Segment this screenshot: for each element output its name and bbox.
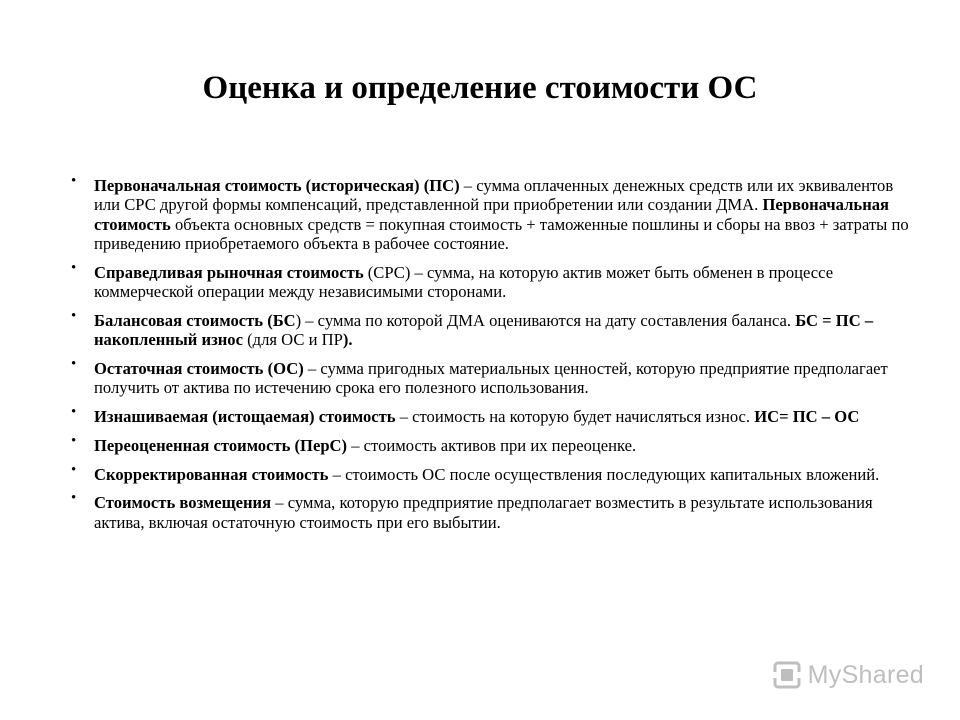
item-text: объекта основных средств = покупная стоимость + таможенные пошлины и сборы на ввоз + затраты по приведению приобретаемого объекта в рабочее состояние. (94, 214, 909, 253)
item-text: – сумма пригодных материальных ценностей, которую предприятие предполагает получить от актива по истечению срока его полезного использования. (94, 358, 888, 398)
bold-term: Скорректированная стоимость (94, 464, 329, 484)
bold-term: Справедливая рыночная стоимость (94, 262, 364, 282)
myshared-logo-icon (772, 660, 802, 690)
item-text: – сумма оплаченных денежных средств или их эквивалентов или СРС другой формы компенсаций, представленной при приобретении или создании ДМА. (94, 176, 894, 215)
list-item (70, 355, 910, 398)
bold-term: Балансовая стоимость (БС (94, 310, 296, 330)
item-text: – стоимость активов при их переоценке. (347, 435, 637, 455)
bold-term: БС = ПС – накопленный износ (94, 310, 874, 350)
item-text: – стоимость на которую будет начисляться износ. (395, 406, 755, 426)
bold-term: Первоначальная стоимость (историческая) (ПС) (94, 176, 460, 195)
bold-term: Изнашиваемая (истощаемая) стоимость (94, 406, 396, 426)
bullet-icon: • (71, 173, 77, 189)
bullet-icon: • (71, 403, 77, 420)
list-item (70, 432, 910, 455)
list-item (70, 173, 910, 253)
item-text: (СРС) – сумма, на которую актив может быть обменен в процессе коммерческой операции между независимыми сторонами. (94, 262, 834, 301)
bold-term: Стоимость возмещения (94, 493, 272, 513)
bold-term: ИС= ПС – ОС (754, 406, 860, 426)
item-text: ) – сумма по которой ДМА оцениваются на дату составления баланса. (295, 310, 796, 330)
bold-term: Первоначальная стоимость (94, 195, 890, 234)
item-text: – сумма, которую предприятие предполагает возместить в результате использования актива, включая остаточную стоимость при его выбытии. (94, 493, 873, 532)
bullet-icon: • (71, 355, 77, 372)
bullet-list (70, 173, 910, 541)
watermark-text: MyShared (807, 660, 924, 689)
slide-title: Оценка и определение стоимости ОС (202, 70, 758, 106)
list-item (70, 307, 910, 350)
list-item (70, 461, 910, 484)
list-item (70, 259, 910, 302)
watermark (772, 660, 924, 690)
item-text: – стоимость ОС после осуществления последующих капитальных вложений. (328, 464, 880, 484)
list-item (70, 403, 910, 426)
item-text: (для ОС и ПР (242, 330, 343, 350)
list-item (70, 490, 910, 532)
bullet-icon: • (71, 432, 77, 449)
bold-term: ). (342, 330, 353, 350)
bullet-icon: • (71, 259, 77, 276)
bullet-icon: • (71, 490, 77, 507)
bold-term: Остаточная стоимость (ОС) (94, 358, 304, 378)
bold-term: Переоцененная стоимость (ПерС) (94, 435, 348, 455)
bullet-icon: • (71, 307, 77, 324)
bullet-icon: • (71, 461, 77, 478)
